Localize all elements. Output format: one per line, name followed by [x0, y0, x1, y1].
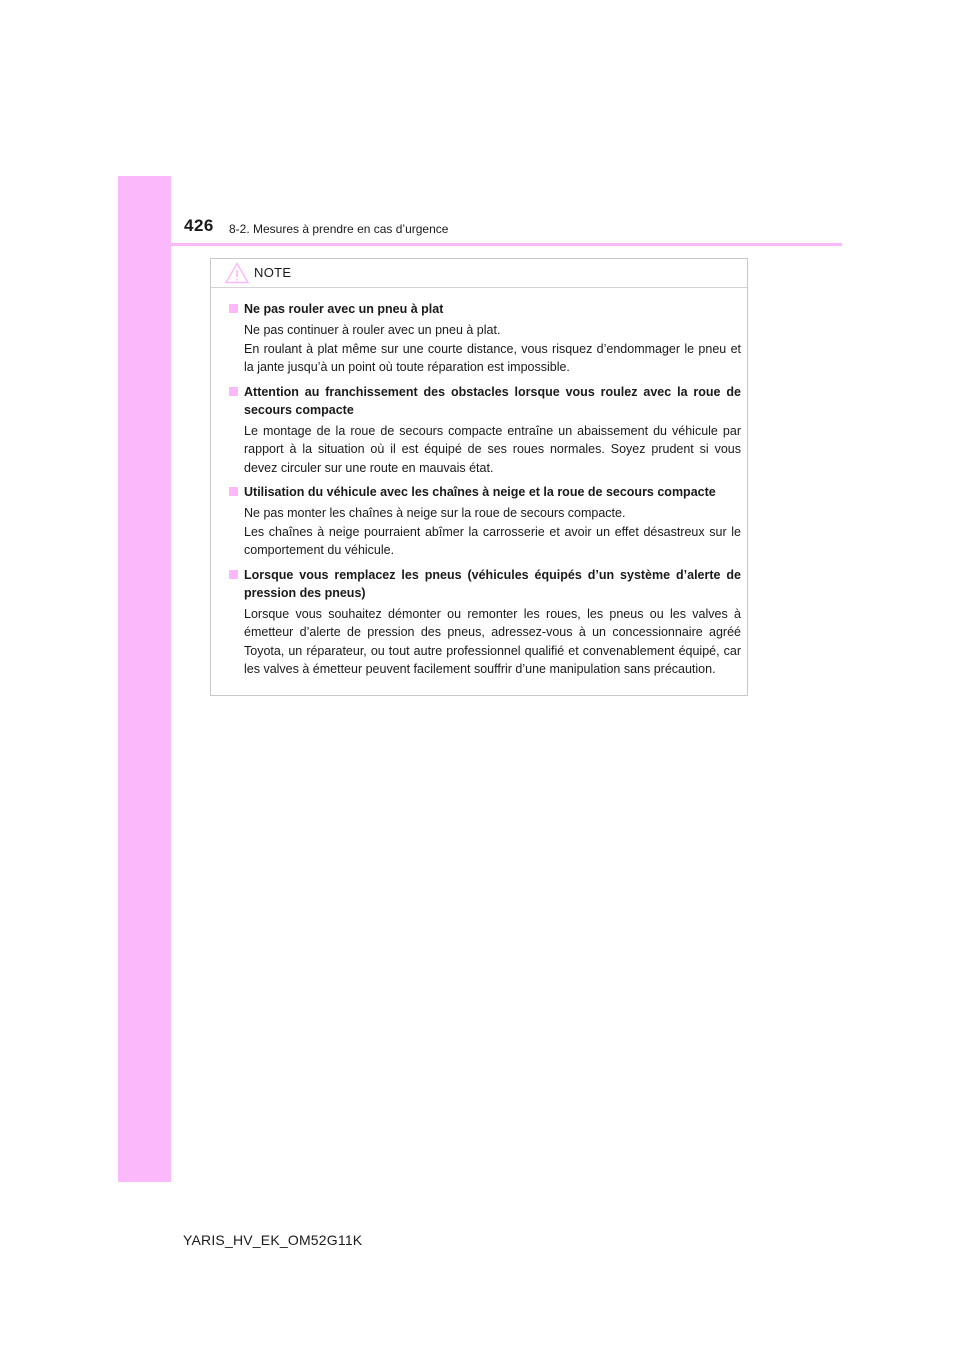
section-title: 8-2. Mesures à prendre en cas d’urgence	[229, 222, 449, 236]
note-item-title: Attention au franchissement des obstacles lorsque vous roulez avec la roue de secours compacte	[229, 383, 741, 419]
note-paragraph: Ne pas monter les chaînes à neige sur la roue de secours compacte.	[244, 506, 626, 520]
header-rule	[118, 243, 842, 246]
bullet-square-icon	[229, 304, 238, 313]
note-item-text	[229, 321, 741, 377]
document-code: YARIS_HV_EK_OM52G11K	[183, 1232, 363, 1248]
note-item-tire-replacement	[229, 566, 741, 679]
note-paragraph: En roulant à plat même sur une courte distance, vous risquez d’endommager le pneu et la jante jusqu’à un point où toute réparation est impossible.	[244, 341, 741, 374]
note-item-obstacles	[229, 383, 741, 478]
warning-triangle-icon	[225, 262, 249, 284]
note-item-text	[229, 504, 741, 560]
page-number: 426	[184, 216, 214, 235]
note-item-title: Ne pas rouler avec un pneu à plat	[229, 300, 741, 318]
bullet-square-icon	[229, 487, 238, 496]
note-paragraph: Le montage de la roue de secours compacte entraîne un abaissement du véhicule par rapport à la situation où il est équipé de ses roues normales. Soyez prudent si vous devez circuler sur une route en mauvais état.	[244, 423, 741, 475]
note-paragraph: Les chaînes à neige pourraient abîmer la carrosserie et avoir un effet désastreux sur le comportement du véhicule.	[244, 524, 741, 557]
note-item-title: Utilisation du véhicule avec les chaînes à neige et la roue de secours compacte	[229, 483, 741, 501]
note-paragraph: Lorsque vous souhaitez démonter ou remonter les roues, les pneus ou les valves à émetteur d’alerte de pression des pneus, adressez-vous à un concessionnaire agréé Toyota, un réparateur, ou tout autre professionnel qualifié et convenablement équipé, car les valves à émetteur peuvent facilement souffrir d’une manipulation sans précaution.	[244, 606, 741, 676]
note-box	[210, 258, 748, 696]
bullet-square-icon	[229, 570, 238, 579]
note-item-flat-tire	[229, 300, 741, 377]
note-body	[211, 288, 747, 679]
note-item-snow-chains	[229, 483, 741, 560]
note-item-text	[229, 422, 741, 478]
note-item-text	[229, 605, 741, 679]
bullet-square-icon	[229, 387, 238, 396]
note-paragraph: Ne pas continuer à rouler avec un pneu à plat.	[244, 323, 501, 337]
note-label: NOTE	[254, 265, 292, 280]
note-header	[211, 259, 747, 288]
side-tab-band	[118, 176, 171, 1182]
note-item-title: Lorsque vous remplacez les pneus (véhicules équipés d’un système d’alerte de pression des pneus)	[229, 566, 741, 602]
